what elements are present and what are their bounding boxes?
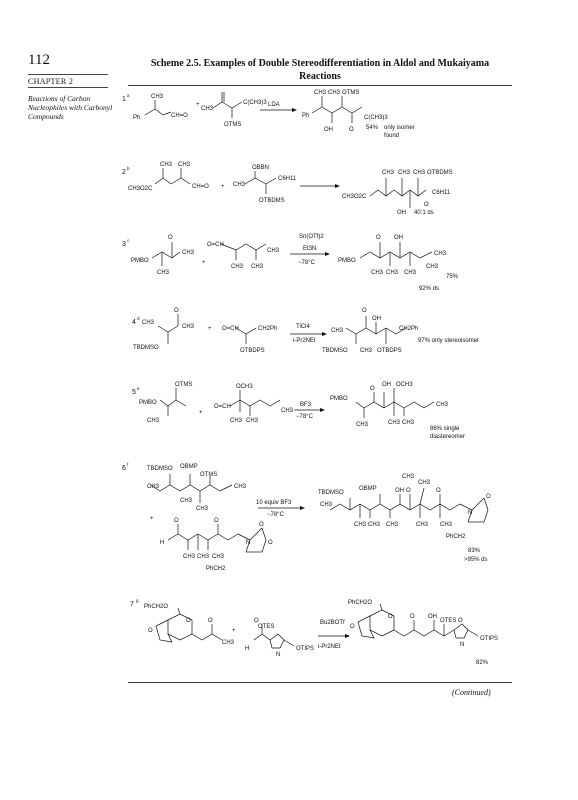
label: CH3: [160, 162, 173, 168]
skeleton-bond: [284, 640, 294, 646]
result: 92% ds: [419, 286, 440, 292]
result: 86% single: [430, 426, 460, 432]
label: PhCH2O: [348, 600, 373, 606]
label: N: [246, 540, 251, 546]
label: CH3: [371, 270, 384, 276]
label: OTES: [440, 618, 457, 624]
label: O: [174, 308, 179, 314]
skeleton-bond: [150, 485, 232, 491]
chapter-subtitle: Reactions of Carbon Nucleophiles with Carbonyl Compounds: [28, 94, 113, 121]
label: O: [148, 628, 153, 634]
skeleton-bond: [360, 252, 432, 258]
label: CH3: [212, 554, 225, 560]
label: O=CH: [207, 242, 224, 248]
reference-mark: d: [137, 316, 140, 321]
label: O: [406, 488, 411, 494]
label: OH: [397, 210, 406, 216]
skeleton-bond: [176, 400, 186, 406]
arrowhead: [292, 108, 297, 112]
label: CH3: [314, 90, 327, 96]
condition: Et3N: [303, 246, 317, 252]
label: CH3: [398, 170, 411, 176]
label: OBMP: [180, 464, 198, 470]
label: OCH3: [396, 382, 413, 388]
skeleton-bond: [145, 109, 171, 115]
label: OTBDPS: [377, 348, 402, 354]
skeleton-bond: [420, 488, 424, 504]
label: O: [349, 127, 354, 133]
dioxolane-ring: [358, 616, 374, 638]
condition: LDA: [268, 102, 280, 108]
condition: Bu2BOTf: [320, 620, 345, 626]
label: CH3: [328, 90, 341, 96]
skeleton-bond: [152, 252, 180, 258]
label: OH: [382, 382, 391, 388]
entry-number: 1: [122, 96, 126, 103]
condition: −78°C: [296, 414, 313, 420]
label: H: [245, 646, 250, 652]
result: 97% only stereoisomer: [418, 338, 480, 344]
scheme-title: Scheme 2.5. Examples of Double Stereodifferentiation in Aldol and Mukaiyama Reactions: [150, 58, 490, 82]
label: CH3: [180, 498, 193, 504]
label: CH3O2C: [342, 194, 367, 200]
continued-note: (Continued): [452, 688, 491, 697]
label: CH2Ph: [399, 326, 419, 332]
label: PMBO: [131, 258, 149, 264]
label: O: [254, 618, 259, 624]
reference-mark: a: [127, 93, 130, 98]
plus: +: [208, 326, 212, 332]
label: OTIPS: [296, 646, 315, 652]
arrowhead: [300, 506, 305, 510]
label: CH3: [183, 554, 196, 560]
label: CH3: [418, 480, 431, 486]
entry-5: [132, 382, 465, 440]
label: O: [458, 618, 463, 624]
entry-number: 6: [122, 465, 126, 472]
label: CH=O: [171, 113, 188, 119]
label: CH3: [157, 270, 170, 276]
page-number: 112: [28, 52, 50, 68]
reference-mark: f: [127, 462, 129, 467]
label: N: [276, 652, 281, 658]
label: O: [168, 235, 173, 241]
chapter-label: CHAPTER 2: [28, 74, 108, 88]
entry-number: 2: [122, 169, 126, 176]
label: CH3: [201, 106, 214, 112]
condition: TiCl4: [296, 324, 310, 330]
dioxolane-ring: [156, 620, 172, 642]
label: CH3: [233, 182, 246, 188]
condition: −78°C: [267, 512, 284, 518]
result: 54%: [366, 125, 379, 131]
label: N: [468, 510, 473, 516]
label: CH3: [382, 170, 395, 176]
condition: −78°C: [298, 260, 315, 266]
label: OTMS: [224, 122, 242, 128]
skeleton-bond: [236, 328, 256, 334]
result: only isomer: [384, 125, 415, 131]
plus: +: [150, 516, 154, 522]
label: CH3: [267, 248, 280, 254]
skeleton-bond: [262, 540, 266, 552]
entry-2: [122, 162, 453, 216]
label: C6H11: [432, 190, 451, 196]
arrowhead: [322, 332, 327, 336]
result: diastereomer: [430, 434, 466, 440]
label: CH3: [368, 522, 381, 528]
label: O: [350, 624, 355, 630]
label: O=CH: [222, 326, 239, 332]
label: CH3: [142, 320, 155, 326]
skeleton-bond: [312, 107, 362, 113]
label: CH3: [151, 94, 164, 100]
skeleton-bond: [472, 498, 484, 510]
reference-mark: c: [127, 238, 130, 243]
label: CH3: [426, 264, 439, 270]
label: CH3: [230, 418, 243, 424]
arrowhead: [320, 408, 325, 412]
label: CH3: [386, 270, 399, 276]
entry-3: [122, 234, 459, 292]
label: N: [460, 642, 465, 648]
label: CH3: [436, 402, 449, 408]
label: O: [214, 518, 219, 524]
label: O: [436, 488, 441, 494]
condition: Sn(OTf)2: [299, 234, 324, 240]
label: O: [424, 202, 429, 208]
skeleton-bond: [230, 400, 280, 406]
label: CH3: [197, 554, 210, 560]
result: 82%: [476, 660, 489, 666]
result: 75%: [446, 274, 459, 280]
label: C(CH3)3: [243, 100, 267, 106]
label: Ph: [133, 115, 141, 121]
label: CH3: [356, 422, 369, 428]
skeleton-bond: [394, 630, 454, 636]
label: CH3: [234, 484, 247, 490]
label: OH: [394, 235, 403, 241]
skeleton-bond: [356, 402, 434, 408]
plus: +: [202, 260, 206, 266]
label: CH3: [178, 162, 191, 168]
label: OH: [428, 614, 437, 620]
result: found: [384, 133, 400, 139]
arrowhead: [345, 634, 350, 638]
arrowhead: [335, 184, 340, 188]
label: CH3: [147, 484, 160, 490]
label: OBMP: [359, 486, 377, 492]
skeleton-bond: [155, 178, 190, 184]
label: OTMS: [175, 382, 193, 388]
label: Ph: [302, 113, 310, 119]
entry-number: 4: [132, 319, 136, 326]
label: OTMS: [200, 472, 218, 478]
label: OCH3: [236, 384, 253, 390]
label: O: [370, 386, 375, 392]
condition: i-Pr2NEt: [318, 644, 341, 650]
label: OTES: [258, 624, 275, 630]
label: CH3: [331, 328, 344, 334]
label: OTBDPS: [240, 348, 265, 354]
label: O: [388, 614, 393, 620]
skeleton-bond: [468, 630, 478, 636]
skeleton-bond: [178, 608, 180, 614]
plus: +: [232, 628, 236, 634]
label: CH3: [360, 348, 373, 354]
label: CH3: [354, 522, 367, 528]
label: TBDMSO: [318, 490, 344, 496]
skeleton-bond: [158, 326, 178, 332]
label: CH3: [402, 420, 415, 426]
label: TBDMSO: [147, 466, 173, 472]
skeleton-bond: [254, 634, 270, 640]
label: CH3: [416, 522, 429, 528]
label: O: [174, 518, 179, 524]
label: CH3: [281, 408, 294, 414]
label: CH3: [388, 420, 401, 426]
result: 40:1 ds: [414, 210, 434, 216]
entry-number: 3: [122, 241, 126, 248]
entry-6: [122, 462, 491, 572]
label: O: [186, 618, 191, 624]
label: CH3O2C: [128, 186, 153, 192]
skeleton-bond: [484, 510, 488, 522]
label: PhCH2O: [144, 604, 169, 610]
reference-mark: b: [127, 166, 130, 171]
label: CH3: [402, 474, 415, 480]
oxazole-ring: [270, 634, 284, 648]
condition: i-Pr2NEt: [293, 338, 316, 344]
label: OH: [372, 316, 381, 322]
label: PhCH2: [206, 566, 226, 572]
label: OTBDMS: [259, 198, 285, 204]
label: H: [160, 540, 165, 546]
label: C6H11: [278, 176, 297, 182]
label: TBDMSO: [322, 348, 348, 354]
label: CH3: [182, 250, 195, 256]
label: CH3: [147, 418, 160, 424]
label: PhCH2: [446, 534, 466, 540]
condition: BF3: [300, 402, 312, 408]
label: OTBDMS: [427, 170, 453, 176]
skeleton-bond: [221, 244, 266, 250]
label: O: [259, 522, 264, 528]
label: PMBO: [330, 396, 348, 402]
skeleton-bond: [213, 102, 242, 108]
result: >95% ds: [464, 557, 488, 563]
label: CH3: [251, 264, 264, 270]
skeleton-bond: [380, 604, 382, 610]
entry-1: [122, 90, 415, 139]
skeleton-bond: [262, 528, 266, 540]
label: CH3: [386, 522, 399, 528]
label: O: [486, 494, 491, 500]
label: C(CH3)3: [364, 115, 388, 121]
label: O=CH: [214, 404, 231, 410]
arrowhead: [325, 252, 330, 256]
label: O: [208, 618, 213, 624]
label: O: [362, 308, 367, 314]
skeleton-bond: [370, 190, 426, 196]
condition: 10 equiv BF3: [256, 500, 292, 506]
entry-number: 5: [132, 389, 136, 396]
label: CH3: [404, 270, 417, 276]
label: OTMS: [342, 90, 360, 96]
result: 83%: [468, 548, 481, 554]
plus: +: [221, 184, 225, 190]
label: CH3: [434, 251, 447, 257]
skeleton-bond: [192, 634, 222, 640]
label: CH=O: [192, 184, 209, 190]
label: PMBO: [139, 400, 157, 406]
label: TBDMSO: [133, 345, 159, 351]
skeleton-bond: [330, 504, 460, 510]
label: CH3: [182, 324, 195, 330]
label: CH3: [320, 502, 333, 508]
reference-mark: g: [136, 598, 139, 603]
label: OH: [395, 488, 404, 494]
label: PMBO: [338, 258, 356, 264]
oxazole-ring: [454, 624, 468, 638]
label: CH3: [222, 640, 235, 646]
label: CH3: [231, 264, 244, 270]
skeleton-bond: [250, 528, 262, 540]
label: CH3: [246, 418, 259, 424]
plus: +: [199, 410, 203, 416]
label: OTIPS: [480, 636, 499, 642]
label: OBBN: [252, 165, 270, 171]
skeleton-bond: [160, 400, 176, 406]
label: CH3: [413, 170, 426, 176]
plus: +: [196, 102, 200, 108]
label: CH3: [196, 506, 209, 512]
skeleton-bond: [168, 534, 238, 540]
entry-7: [130, 598, 498, 666]
label: CH2Ph: [258, 326, 278, 332]
entry-number: 7: [130, 601, 134, 608]
label: O: [410, 614, 415, 620]
reference-mark: e: [137, 386, 140, 391]
skeleton-bond: [245, 178, 276, 184]
label: CH3: [440, 522, 453, 528]
entry-4: [132, 308, 479, 354]
label: O: [376, 235, 381, 241]
label: OH: [324, 127, 333, 133]
label: O: [268, 540, 273, 546]
